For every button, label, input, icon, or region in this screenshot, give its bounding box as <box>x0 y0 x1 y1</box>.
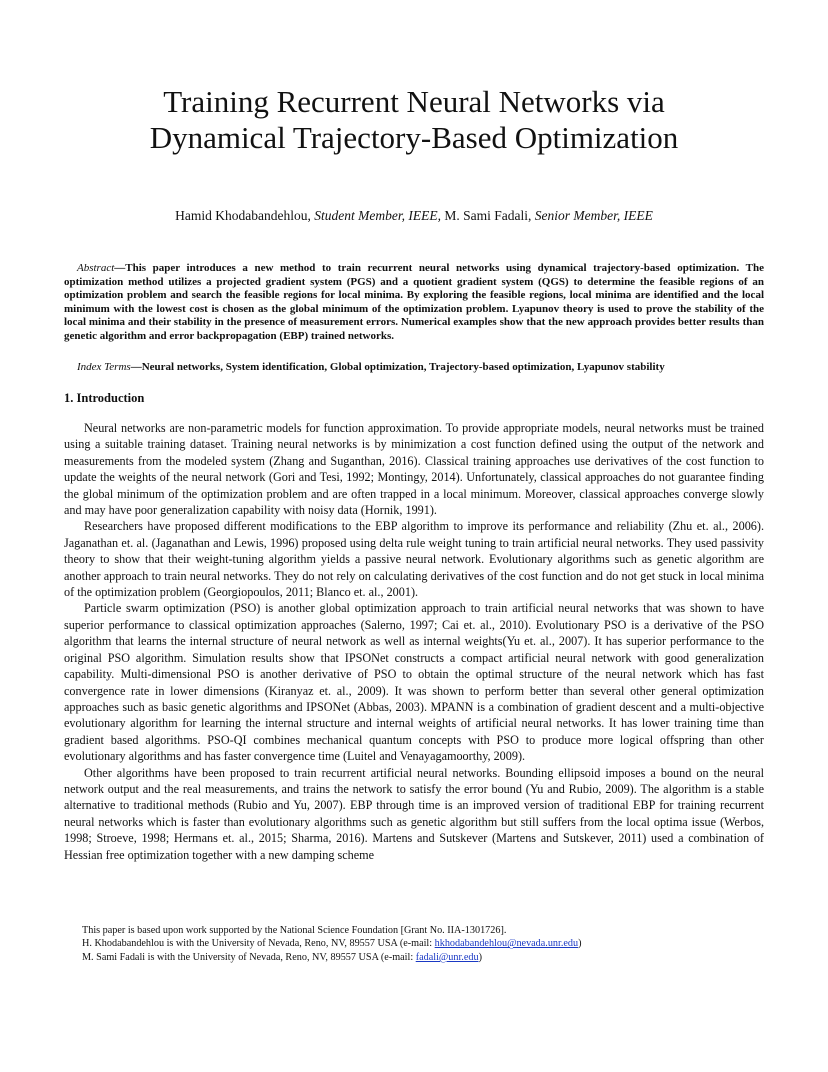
paper-title <box>64 84 764 156</box>
body-text <box>64 420 764 863</box>
index-terms-label: Index Terms <box>77 361 131 373</box>
author-1-role: Student Member, IEEE, <box>314 208 441 223</box>
title-line-1: Training Recurrent Neural Networks via <box>163 84 665 119</box>
footnote-author-1 <box>82 937 762 950</box>
abstract-label: Abstract <box>77 262 115 274</box>
footnotes <box>82 924 762 964</box>
abstract <box>64 262 764 344</box>
email-link-author-2[interactable]: fadali@unr.edu <box>415 951 479 963</box>
paragraph: Other algorithms have been proposed to train recurrent artificial neural networks. Bounding ellipsoid imposes a bound on the neural network output and the real measurements, and trains the network to satisfy the error bound (Yu and Rubio, 2009). The algorithm is a stable alternative to traditional methods (Rubio and Yu, 2007). EBP through time is an improved version of traditional EBP for training recurrent neural networks which is faster than evolutionary algorithms such as genetic algorithm but still suffers from the local optima issue (Werbos, 1998; Stroeve, 1998; Hermans et. al., 2015; Sharma, 2016). Martens and Sutskever (Martens and Sutskever, 2011) used a combination of Hessian free optimization together with a new damping scheme <box>64 765 764 862</box>
footnote-author-2-close: ) <box>478 951 482 963</box>
abstract-text: —This paper introduces a new method to train recurrent neural networks using dynamical trajectory-based optimization. The optimization method utilizes a projected gradient system (PGS) and a quotient gradient system (QGS) to determine the feasible regions of an optimization problem and search the feasible regions for local minima. By exploring the feasible regions, local minima are identified and the local minimum with the lowest cost is chosen as the global minimum of the optimization problem. Lyapunov theory is used to prove the stability of the local minima and their stability in the presence of measurement errors. Numerical examples show that the new approach provides better results than genetic algorithm and error backpropagation (EBP) trained networks. <box>64 262 764 342</box>
email-link-author-1[interactable]: hkhodabandehlou@nevada.unr.edu <box>434 938 579 950</box>
author-list <box>64 207 764 225</box>
footnote-author-1-text: H. Khodabandehlou is with the University of Nevada, Reno, NV, 89557 USA (e-mail: <box>82 938 435 950</box>
footnote-author-2-text: M. Sami Fadali is with the University of Nevada, Reno, NV, 89557 USA (e-mail: <box>82 951 416 963</box>
title-line-2: Dynamical Trajectory-Based Optimization <box>149 120 679 155</box>
index-terms-text: —Neural networks, System identification, Global optimization, Trajectory-based optimization, Lyapunov stability <box>130 361 665 373</box>
footnote-author-2 <box>82 951 762 964</box>
index-terms <box>64 361 764 375</box>
section-heading: 1. Introduction <box>64 391 145 405</box>
footnote-funding: This paper is based upon work supported by the National Science Foundation [Grant No. IIA-1301726]. <box>82 925 507 936</box>
paragraph: Particle swarm optimization (PSO) is another global optimization approach to train artificial neural networks that was shown to have superior performance to classical optimization approaches (Salerno, 1997; Cai et. al., 2010). Evolutionary PSO is a derivative of the PSO algorithm that learns the internal structure of neural network as well as internal weights(Yu et. al., 2007). It has superior performance to the original PSO algorithm. Simulation results show that IPSONet constructs a compact artificial neural network with good generalization capability. Multi-dimensional PSO is another derivative of PSO to obtain the optimal structure of the neural network which has fast convergence rate in lower dimensions (Kiranyaz et. al., 2009). It was shown to perform better than several other general optimization approaches such as basic genetic algorithms and IPSONet (Abbas, 2003). MPANN is a combination of gradient descent and a multi-objective evolutionary algorithm for learning the internal structure and internal weights of artificial neural networks. It has lower training time than gradient based algorithms. PSO-QI combines mechanical quantum concepts with PSO to produce more logical offspring than other evolutionary algorithms and has faster convergence time (Luitel and Venayagamoorthy, 2009). <box>64 601 764 764</box>
author-2-name: M. Sami Fadali, <box>444 208 532 223</box>
footnote-author-1-close: ) <box>578 938 582 950</box>
paragraph: Researchers have proposed different modifications to the EBP algorithm to improve its performance and reliability (Zhu et. al., 2006). Jaganathan et. al. (Jaganathan and Lewis, 1996) proposed using delta rule weight tuning to train artificial neural networks. They used passivity theory to show that their weight-tuning algorithm yields a passive neural network. Evolutionary algorithms such as genetic algorithm are another approach to train neural networks. They do not rely on calculating derivatives of the cost function and do not get stuck in local minima of the optimization problem (Georgiopoulos, 2011; Blanco et. al., 2001). <box>64 519 764 600</box>
paragraph: Neural networks are non-parametric models for function approximation. To provide appropriate models, neural networks must be trained using a suitable training dataset. Training neural networks is by minimization a cost function defined using the output of the network and measurements from the modeled system (Zhang and Suganthan, 2016). Classical training approaches use derivatives of the cost function to update the weights of the neural network (Gori and Tesi, 1992; Montingy, 2014). Unfortunately, classical approaches do not guarantee finding the global minimum of the optimization problem and are often trapped in a local minimum. Moreover, classical approaches converge slowly and may have poor generalization capability with noisy data (Hornik, 1991). <box>64 421 764 518</box>
author-2-role: Senior Member, IEEE <box>534 208 653 223</box>
author-1-name: Hamid Khodabandehlou, <box>175 208 311 223</box>
